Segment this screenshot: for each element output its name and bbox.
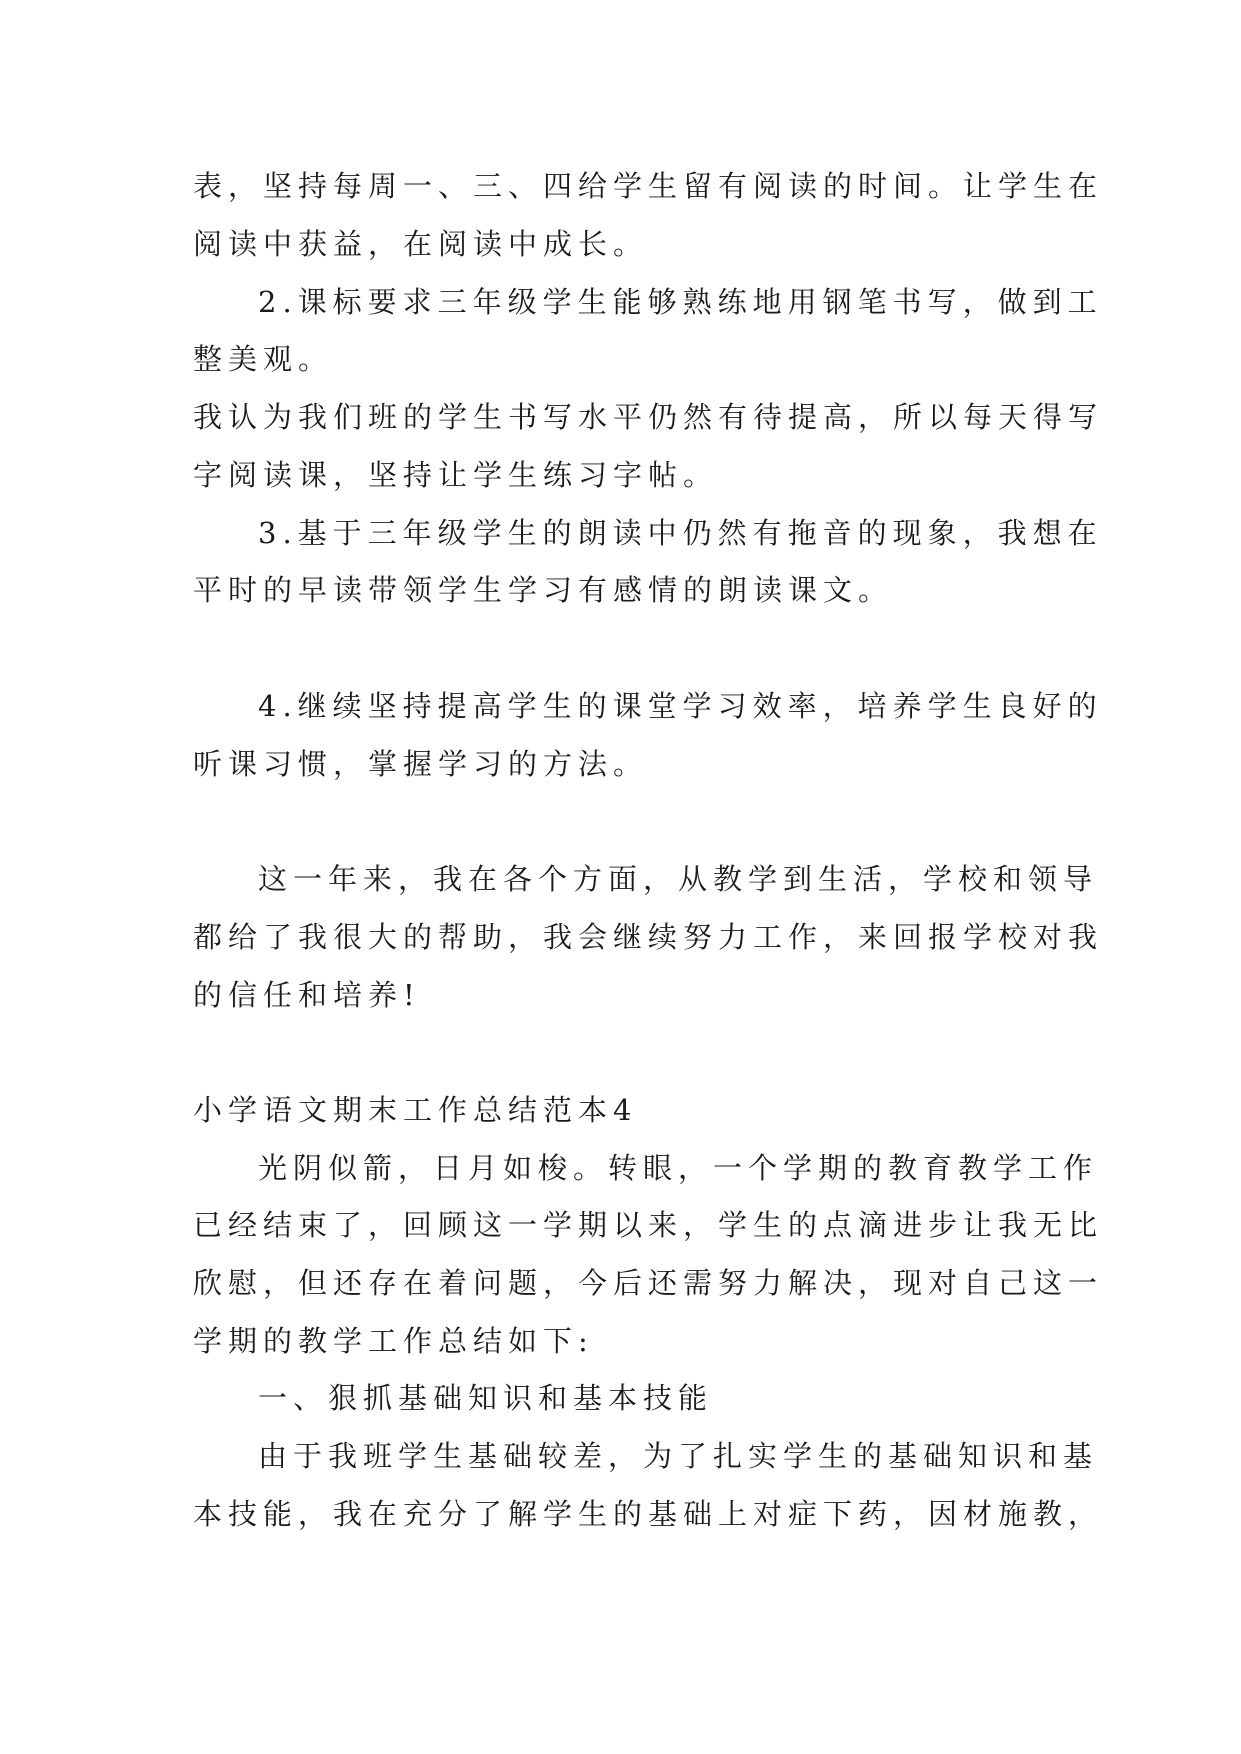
text-line: 整美观。 xyxy=(193,342,334,376)
text-line: 字阅读课，坚持让学生练习字帖。 xyxy=(193,458,719,492)
text-line: 光阴似箭，日月如梭。转眼，一个学期的教育教学工作 xyxy=(258,1151,1099,1185)
text-line: 的信任和培养! xyxy=(193,978,421,1012)
text-line: 听课习惯，掌握学习的方法。 xyxy=(193,747,649,781)
text-line: 这一年来，我在各个方面，从教学到生活，学校和领导 xyxy=(258,862,1099,896)
text-line: 学期的教学工作总结如下: xyxy=(193,1324,594,1358)
text-line: 由于我班学生基础较差，为了扎实学生的基础知识和基 xyxy=(258,1439,1099,1473)
text-line: 本技能，我在充分了解学生的基础上对症下药，因材施教， xyxy=(193,1497,1104,1531)
section-heading: 小学语文期末工作总结范本4 xyxy=(193,1093,638,1127)
text-line: 3.基于三年级学生的朗读中仍然有拖音的现象，我想在 xyxy=(258,516,1103,550)
text-line: 4.继续坚持提高学生的课堂学习效率，培养学生良好的 xyxy=(258,689,1103,723)
text-line: 表，坚持每周一、三、四给学生留有阅读的时间。让学生在 xyxy=(193,169,1104,203)
text-line: 都给了我很大的帮助，我会继续努力工作，来回报学校对我 xyxy=(193,920,1104,954)
text-line: 平时的早读带领学生学习有感情的朗读课文。 xyxy=(193,573,894,607)
text-line: 阅读中获益，在阅读中成长。 xyxy=(193,227,649,261)
text-line: 我认为我们班的学生书写水平仍然有待提高，所以每天得写 xyxy=(193,400,1104,434)
text-line: 欣慰，但还存在着问题，今后还需努力解决，现对自己这一 xyxy=(193,1266,1104,1300)
subheading: 一、狠抓基础知识和基本技能 xyxy=(258,1381,714,1415)
text-line: 已经结束了，回顾这一学期以来，学生的点滴进步让我无比 xyxy=(193,1208,1104,1242)
text-line: 2.课标要求三年级学生能够熟练地用钢笔书写，做到工 xyxy=(258,285,1103,319)
